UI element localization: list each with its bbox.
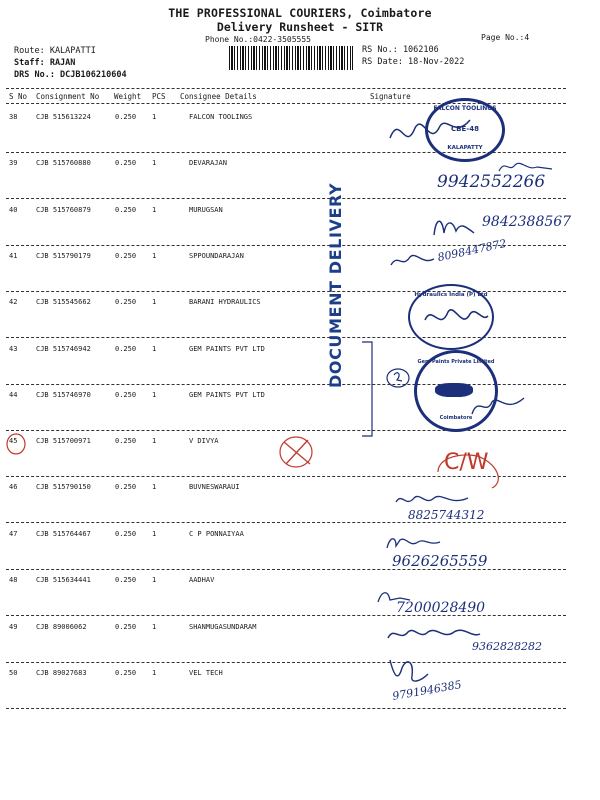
drs-number: DRS No.: DCJB106210604: [14, 70, 127, 80]
row-consignment-no: CJB 515760880: [36, 159, 91, 167]
phone-row46: 8825744312: [408, 508, 485, 522]
row-sno: 39: [9, 159, 18, 167]
signature-row50: [384, 652, 434, 686]
barcode: [229, 46, 353, 70]
row-consignment-no: CJB 515764467: [36, 530, 91, 538]
row-consignee: VEL TECH: [189, 669, 223, 677]
falcon-seal-code: CBE-48: [451, 125, 479, 133]
col-sno: S No: [9, 92, 28, 101]
row-sno: 48: [9, 576, 18, 584]
row-pcs: 1: [152, 252, 157, 260]
row-consignee: GEM PAINTS PVT LTD: [189, 345, 265, 353]
header-rule-top: [6, 88, 566, 89]
row-consignment-no: CJB 515634441: [36, 576, 91, 584]
row-sno: 41: [9, 252, 18, 260]
phone-row39: 9942552266: [437, 172, 546, 192]
phone-row47: 9626265559: [392, 552, 488, 570]
row-consignee: BARANI HYDRAULICS: [189, 298, 261, 306]
bracket-mark: [360, 340, 380, 440]
row-weight: 0.250: [115, 530, 137, 538]
row-consignee: AADHAV: [189, 576, 215, 584]
row-consignment-no: CJB 515790150: [36, 483, 91, 491]
rs-date: RS Date: 18-Nov-2022: [362, 57, 465, 67]
row-consignment-no: CJB 515746970: [36, 391, 91, 399]
row-pcs: 1: [152, 113, 157, 121]
row-sno: 45: [9, 437, 18, 445]
row-weight: 0.250: [115, 206, 137, 214]
row-consignment-no: CJB 515760879: [36, 206, 91, 214]
row-sno: 50: [9, 669, 18, 677]
row-weight: 0.250: [115, 298, 137, 306]
runsheet-subtitle: Delivery Runsheet - SITR: [216, 20, 384, 34]
row-consignee: C P PONNAIYAA: [189, 530, 244, 538]
page-number: Page No.:4: [481, 33, 530, 42]
col-pcs: PCS: [152, 92, 166, 101]
row-weight: 0.250: [115, 252, 137, 260]
rs-number: RS No.: 1062106: [362, 45, 439, 55]
staff-label: Staff: RAJAN: [14, 58, 76, 68]
row-weight: 0.250: [115, 159, 137, 167]
barani-seal-name: Hydraulics India (P) Ltd: [414, 292, 488, 298]
row-pcs: 1: [152, 530, 157, 538]
gem-seal-name: Gem Paints Private Limited: [417, 359, 495, 365]
row-pcs: 1: [152, 483, 157, 491]
company-phone: Phone No.:0422-3505555: [205, 35, 311, 44]
phone-row41: 8098447872: [436, 236, 508, 265]
row-consignee: BUVNESWARAUI: [189, 483, 240, 491]
signature-row42: [420, 300, 490, 336]
row-consignee: FALCON TOOLINGS: [189, 113, 253, 121]
signature-row46: [392, 490, 472, 510]
row-consignee: SPPOUNDARAJAN: [189, 252, 244, 260]
row-consignee: SHANMUGASUNDARAM: [189, 623, 257, 631]
red-loop-row45: [432, 452, 512, 492]
route-label: Route: KALAPATTI: [14, 46, 96, 56]
row-consignment-no: CJB 515790179: [36, 252, 91, 260]
falcon-seal-name: FALCON TOOLINGS: [433, 105, 497, 112]
row-sno: 46: [9, 483, 18, 491]
row-consignment-no: CJB 515746942: [36, 345, 91, 353]
row-sno: 40: [9, 206, 18, 214]
row-consignment-no: CJB 89006062: [36, 623, 87, 631]
document-delivery-text: DOCUMENT DELIVERY: [326, 182, 345, 388]
col-consignee: Consignee Details: [180, 92, 257, 101]
row-pcs: 1: [152, 576, 157, 584]
signature-row40: [430, 213, 480, 243]
row-weight: 0.250: [115, 391, 137, 399]
circled-two-mark: [384, 366, 414, 390]
phone-row50: 9791946385: [391, 678, 463, 703]
row-weight: 0.250: [115, 113, 137, 121]
col-weight: Weight: [114, 92, 142, 101]
row-weight: 0.250: [115, 669, 137, 677]
row-sno: 42: [9, 298, 18, 306]
red-circle-sno45: [6, 432, 28, 456]
phone-row49: 9362828282: [472, 640, 542, 653]
row-pcs: 1: [152, 391, 157, 399]
signature-row44: [468, 392, 528, 422]
row-consignment-no: CJB 515545662: [36, 298, 91, 306]
row-pcs: 1: [152, 669, 157, 677]
document-delivery-stamp: [322, 182, 350, 390]
row-sno: 44: [9, 391, 18, 399]
row-pcs: 1: [152, 206, 157, 214]
falcon-seal-place: KALAPATTY: [447, 145, 483, 151]
row-weight: 0.250: [115, 345, 137, 353]
row-sno: 49: [9, 623, 18, 631]
row-consignment-no: CJB 515700971: [36, 437, 91, 445]
row-sno: 47: [9, 530, 18, 538]
row-divider: [6, 198, 566, 199]
row-weight: 0.250: [115, 623, 137, 631]
gem-seal-place: Coimbatore: [439, 415, 473, 421]
col-consignment: Consignment No: [36, 92, 100, 101]
row-pcs: 1: [152, 298, 157, 306]
row-sno: 38: [9, 113, 18, 121]
row-consignee: GEM PAINTS PVT LTD: [189, 391, 265, 399]
phone-row40: 9842388567: [482, 214, 572, 230]
signature-row49: [384, 622, 484, 648]
row-sno: 43: [9, 345, 18, 353]
row-divider: [6, 662, 566, 663]
col-signature: Signature: [370, 92, 411, 101]
row-divider: [6, 522, 566, 523]
row-divider: [6, 430, 566, 431]
row-weight: 0.250: [115, 437, 137, 445]
signature-row47: [384, 532, 444, 554]
row-pcs: 1: [152, 623, 157, 631]
signature-row41: [388, 247, 438, 273]
signature-row38: [385, 108, 475, 158]
row-consignee: MURUGSAN: [189, 206, 223, 214]
row-pcs: 1: [152, 345, 157, 353]
row-weight: 0.250: [115, 576, 137, 584]
red-cross-mark: [276, 432, 322, 472]
row-consignee: DEVARAJAN: [189, 159, 227, 167]
row-pcs: 1: [152, 159, 157, 167]
phone-row48: 7200028490: [396, 600, 486, 616]
row-weight: 0.250: [115, 483, 137, 491]
row-consignee: V DIVYA: [189, 437, 219, 445]
row-divider: [6, 708, 566, 709]
cw-note-row45: C/W: [444, 450, 489, 475]
company-title: THE PROFESSIONAL COURIERS, Coimbatore: [168, 6, 432, 20]
row-consignment-no: CJB 89027683: [36, 669, 87, 677]
row-consignment-no: CJB 515613224: [36, 113, 91, 121]
row-pcs: 1: [152, 437, 157, 445]
